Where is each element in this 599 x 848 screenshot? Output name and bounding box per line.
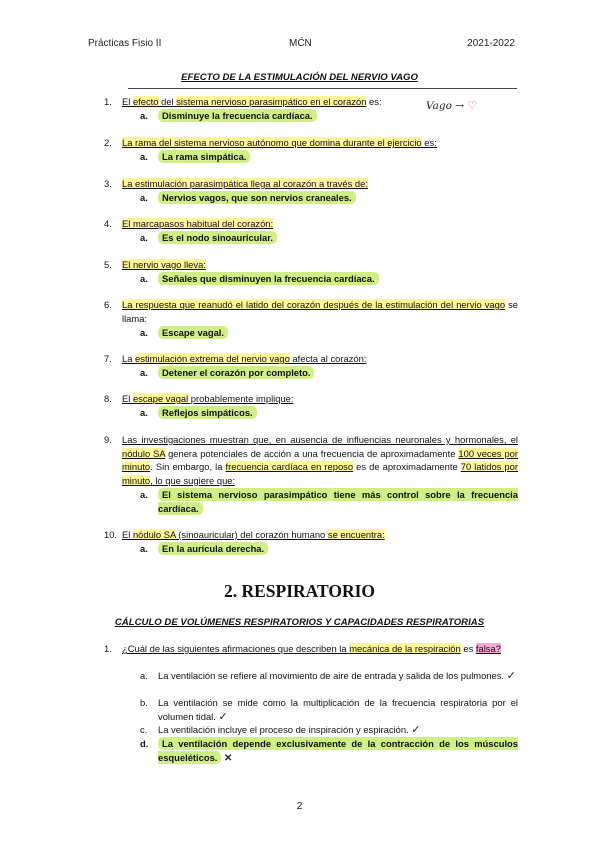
header-left: Prácticas Fisio II	[88, 38, 162, 49]
q-part-highlight: La estimulación parasimpática llega al corazón a través de:	[122, 178, 368, 189]
q-part: Las investigaciones muestran que, en ausencia de influencias neuronales y hormonales, el	[122, 434, 518, 445]
question-7	[104, 352, 518, 366]
q-part-highlight: nódulo SA	[122, 447, 166, 459]
option-letter: b.	[140, 697, 148, 708]
option-text: La ventilación se refiere al movimiento de aire de entrada y salida de los pulmones.	[158, 670, 505, 681]
q-part: (sinoauricular) del corazón humano	[175, 529, 328, 540]
q-part: se llama:	[122, 299, 518, 324]
q-part-highlight: El marcapasos habitual del corazón:	[122, 218, 274, 229]
q-part: es de aproximadamente	[353, 461, 461, 473]
answer-text: La rama simpática.	[158, 150, 250, 163]
cross-icon: ✕	[224, 752, 233, 764]
question-4	[104, 217, 518, 231]
option-c	[140, 723, 518, 738]
question-text	[122, 136, 518, 150]
q-part-highlight: sistema nervioso parasimpático en el corazón	[176, 96, 367, 107]
q-part: , lo que sugiere que:	[150, 474, 236, 486]
question-number: 5.	[104, 259, 112, 270]
q-part-highlight: efecto	[132, 96, 159, 107]
answer-4	[140, 231, 518, 245]
question-text	[122, 642, 518, 656]
question-number: 8.	[104, 393, 112, 404]
header-center: MĆN	[289, 38, 312, 49]
answer-text: Disminuye la frecuencia cardíaca.	[158, 109, 317, 122]
question-number: 7.	[104, 353, 112, 364]
answer-letter: a.	[140, 192, 148, 203]
q-part: es:	[366, 96, 382, 107]
section-title: EFECTO DE LA ESTIMULACIÓN DEL NERVIO VAGO	[181, 72, 418, 83]
q-part: afecta al corazón:	[289, 353, 367, 364]
page-number: 2	[296, 801, 303, 812]
q-part: es	[460, 643, 476, 654]
option-letter: c.	[140, 724, 148, 735]
answer-letter: a.	[140, 543, 148, 554]
heart-icon: ♡	[467, 99, 478, 112]
q-part-highlight: estimulación extrema del nervio vago	[135, 353, 290, 364]
answer-letter: a.	[140, 367, 148, 378]
checkmark-icon: ✓	[218, 710, 228, 723]
answer-text: El sistema nervioso parasimpático tiene más control sobre la frecuencia cardíaca.	[158, 489, 518, 514]
q-part: del	[158, 96, 177, 107]
question-8	[104, 392, 518, 406]
answer-letter: a.	[140, 489, 148, 500]
answer-letter: a.	[140, 232, 148, 243]
checkmark-icon: ✓	[506, 670, 516, 682]
q-part-highlight: se encuentra:	[327, 529, 385, 540]
option-letter: d.	[140, 738, 149, 749]
question-number: 10.	[104, 529, 118, 540]
option-letter: a.	[140, 670, 148, 681]
answer-text: Reflejos simpáticos.	[158, 406, 257, 419]
header-right: 2021-2022	[467, 38, 515, 49]
question-5	[104, 258, 518, 272]
question-text	[122, 258, 518, 272]
answer-3	[140, 191, 518, 205]
section-rule	[128, 88, 517, 89]
question-number: 9.	[104, 434, 112, 445]
answer-text: Es el nodo sinoauricular.	[158, 231, 277, 244]
q-part-highlight: El nervio vago lleva:	[122, 259, 206, 270]
q-part-highlight: escape vagal	[132, 393, 189, 404]
question-number: 6.	[104, 299, 112, 310]
q-part-pink-highlight: falsa?	[475, 643, 501, 654]
answer-10	[140, 542, 518, 556]
section-heading: 2. RESPIRATORIO	[223, 581, 376, 601]
answer-text: Señales que disminuyen la frecuencia cardíaca.	[158, 272, 379, 285]
q-part-highlight: nódulo SA	[132, 529, 176, 540]
q-part-highlight: frecuencia cardíaca en reposo	[225, 461, 354, 473]
q-part: genera potenciales de acción a una frecuencia de aproximadamente	[165, 447, 459, 459]
q-part: El	[122, 96, 133, 107]
option-text: La ventilación incluye el proceso de inspiración y espiración.	[158, 724, 409, 735]
question-number: 1.	[104, 643, 112, 654]
answer-letter: a.	[140, 110, 148, 121]
question-r1	[104, 642, 518, 656]
answer-1	[140, 109, 518, 123]
q-part: es:	[421, 137, 437, 148]
answer-letter: a.	[140, 407, 148, 418]
q-part: . Sin embargo, la	[150, 461, 226, 473]
question-9	[104, 433, 518, 487]
answer-letter: a.	[140, 327, 148, 338]
answer-text: En la aurícula derecha.	[158, 542, 268, 555]
question-10	[104, 528, 518, 542]
question-text	[122, 177, 518, 191]
question-text	[122, 528, 518, 542]
question-text	[122, 95, 518, 109]
option-text: La ventilación se mide como la multiplicación de la frecuencia respiratoria por el volumen tidal.	[158, 697, 518, 722]
question-text	[122, 217, 518, 231]
question-text	[122, 392, 518, 406]
handwritten-text: Vago →	[426, 100, 465, 112]
question-text	[122, 352, 518, 366]
option-d	[140, 737, 518, 765]
option-b	[140, 696, 518, 724]
answer-9	[140, 488, 518, 515]
answer-6	[140, 326, 518, 340]
question-number: 3.	[104, 178, 112, 189]
answer-2	[140, 150, 518, 164]
q-part-highlight: 100 veces por minuto	[122, 447, 518, 473]
q-part-highlight: mecánica de la respiración	[349, 643, 461, 654]
question-1	[104, 95, 518, 109]
q-part: ¿Cuál de las siguientes afirmaciones que describen la	[122, 643, 350, 654]
section-subtitle: CÁLCULO DE VOLÚMENES RESPIRATORIOS Y CAPACIDADES RESPIRATORIAS	[114, 617, 485, 628]
question-number: 2.	[104, 137, 112, 148]
answer-letter: a.	[140, 273, 148, 284]
option-a	[140, 669, 518, 684]
question-text	[122, 433, 518, 487]
q-part: probablemente implique:	[188, 393, 294, 404]
answer-8	[140, 406, 518, 420]
checkmark-icon: ✓	[411, 724, 421, 736]
answer-text: Nervios vagos, que son nervios craneales.	[158, 191, 356, 204]
q-part: El	[122, 393, 133, 404]
answer-text: Escape vagal.	[158, 326, 228, 339]
answer-5	[140, 272, 518, 286]
q-part-highlight: La rama del sistema nervioso autónomo que domina durante el ejercicio	[122, 137, 422, 148]
question-number: 4.	[104, 218, 112, 229]
question-6	[104, 298, 518, 325]
question-number: 1.	[104, 96, 112, 107]
answer-letter: a.	[140, 151, 148, 162]
question-3	[104, 177, 518, 191]
q-part: El	[122, 529, 133, 540]
answer-text: Detener el corazón por completo.	[158, 366, 314, 379]
answer-7	[140, 366, 518, 380]
q-part: La	[122, 353, 136, 364]
question-text	[122, 298, 518, 325]
q-part-highlight: La respuesta que reanudó el latido del corazón después de la estimulación del nervio vago	[122, 299, 506, 310]
q-part-highlight: 70 latidos por minuto	[122, 461, 518, 486]
option-text: La ventilación depende exclusivamente de la contracción de los músculos esqueléticos.	[158, 738, 518, 763]
question-2	[104, 136, 518, 150]
